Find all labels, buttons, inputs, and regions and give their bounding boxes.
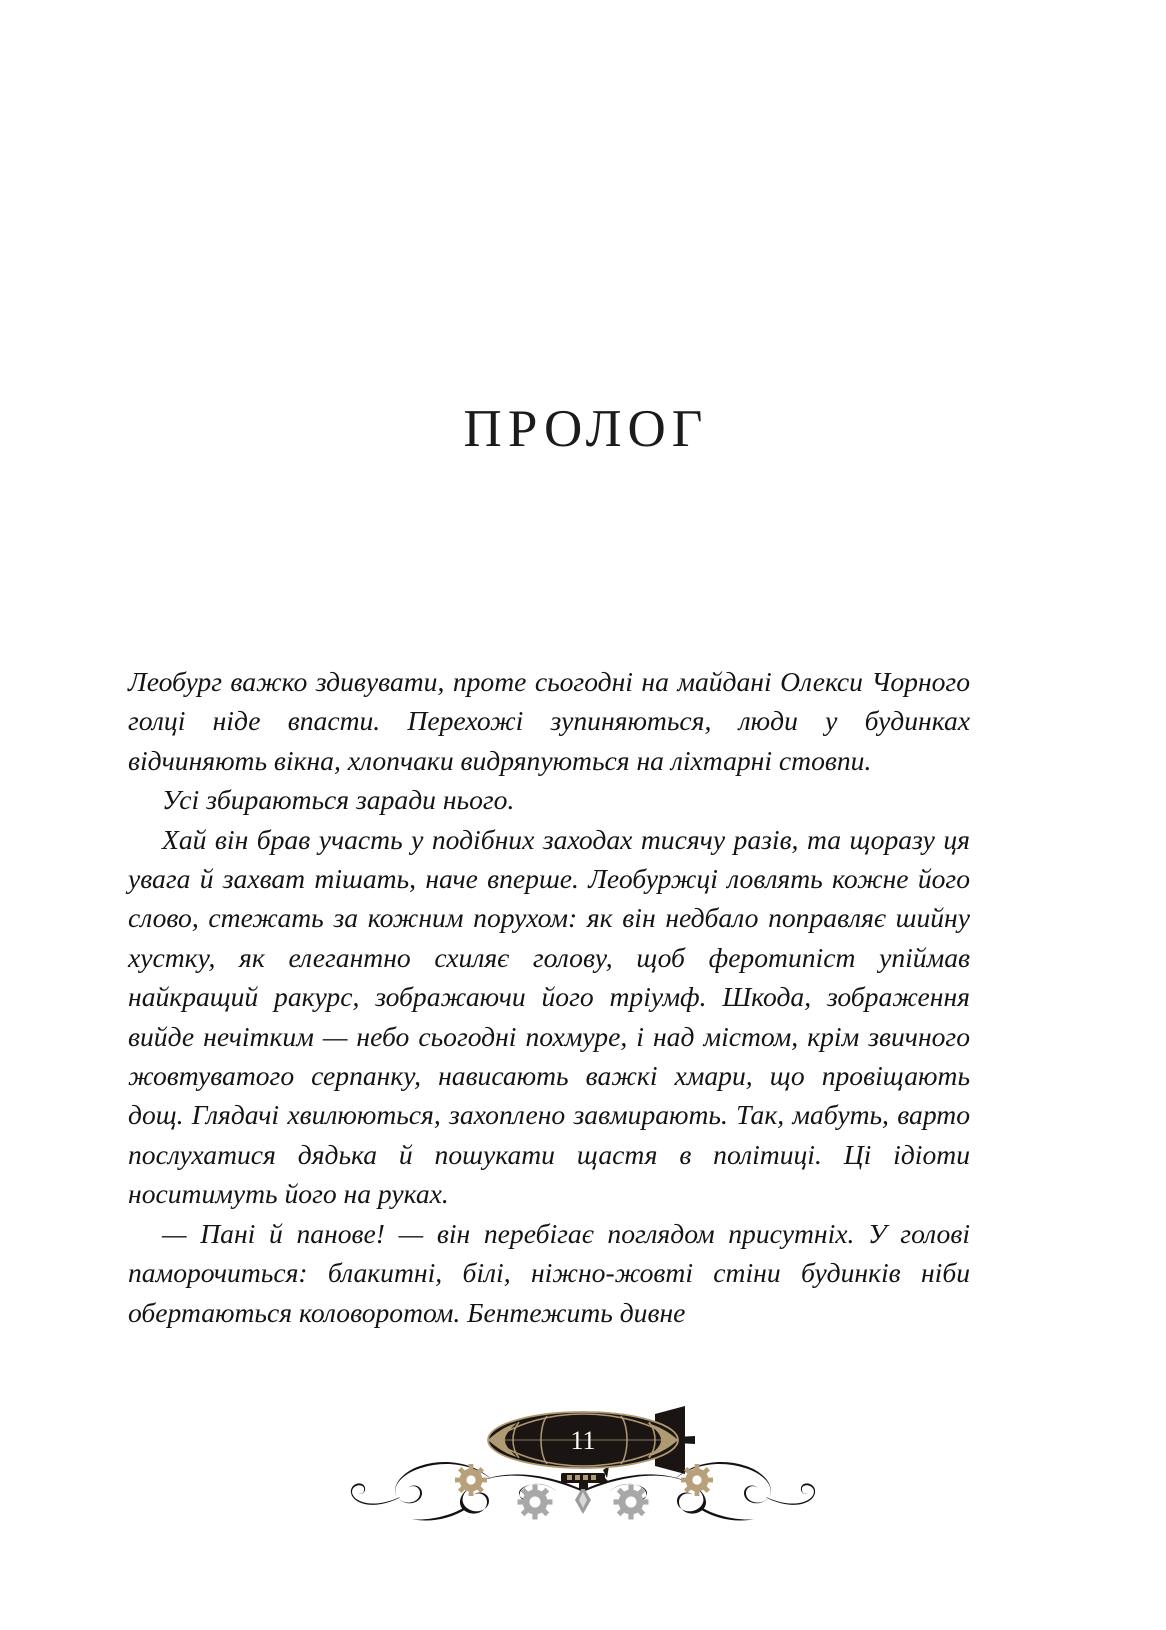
gear-gray-right-icon <box>614 1485 649 1520</box>
paragraph: — Пані й панове! — він перебігає поглядом присутніх. У голові паморочиться: блакитні, білі, ніжно-жовті стіни будинків ніби обертаються коловоротом. Бентежить дивне <box>128 1217 970 1328</box>
airship-flourish-ornament-graphic <box>303 1378 863 1528</box>
gear-gray-left-icon <box>518 1485 553 1520</box>
gear-tan-left-icon <box>455 1464 487 1496</box>
gear-tan-right-icon <box>681 1464 713 1496</box>
page-number: 11 <box>570 1426 596 1455</box>
diamond-icon <box>575 1486 591 1514</box>
paragraph: Хай він брав участь у подібних заходах тисячу разів, та щоразу ця увага й захват тішать, наче вперше. Леобуржці ловлять кожне його слово, стежать за кожним порухом: як він недбало поправляє шийну хустку, як елегантно схиляє голову, щоб феротипіст упіймав найкращий ракурс, зображаючи його тріумф. Шкода, зображення вийде нечітким — небо сьогодні похмуре, і над містом, крім звичного жовтуватого серпанку, нависають важкі хмари, що провіщають дощ. Глядачі хвилюються, захоплено завмирають. Так, мабуть, варто послухатися дядька й пошукати щастя в політиці. Ці ідіоти носитимуть його на руках. <box>128 823 970 1210</box>
page-title: ПРОЛОГ <box>463 400 709 458</box>
paragraph: Леобург важко здивувати, проте сьогодні на майдані Олекси Чорного голці ніде впасти. Перехожі зупиняються, люди у будинках відчиняють вікна, хлопчаки видряпуються на ліхтарні стовпи. <box>128 666 970 776</box>
paragraph: Усі збираються заради нього. <box>162 784 515 816</box>
footer-ornament <box>0 1378 1166 1538</box>
body-text-block <box>128 662 970 1332</box>
